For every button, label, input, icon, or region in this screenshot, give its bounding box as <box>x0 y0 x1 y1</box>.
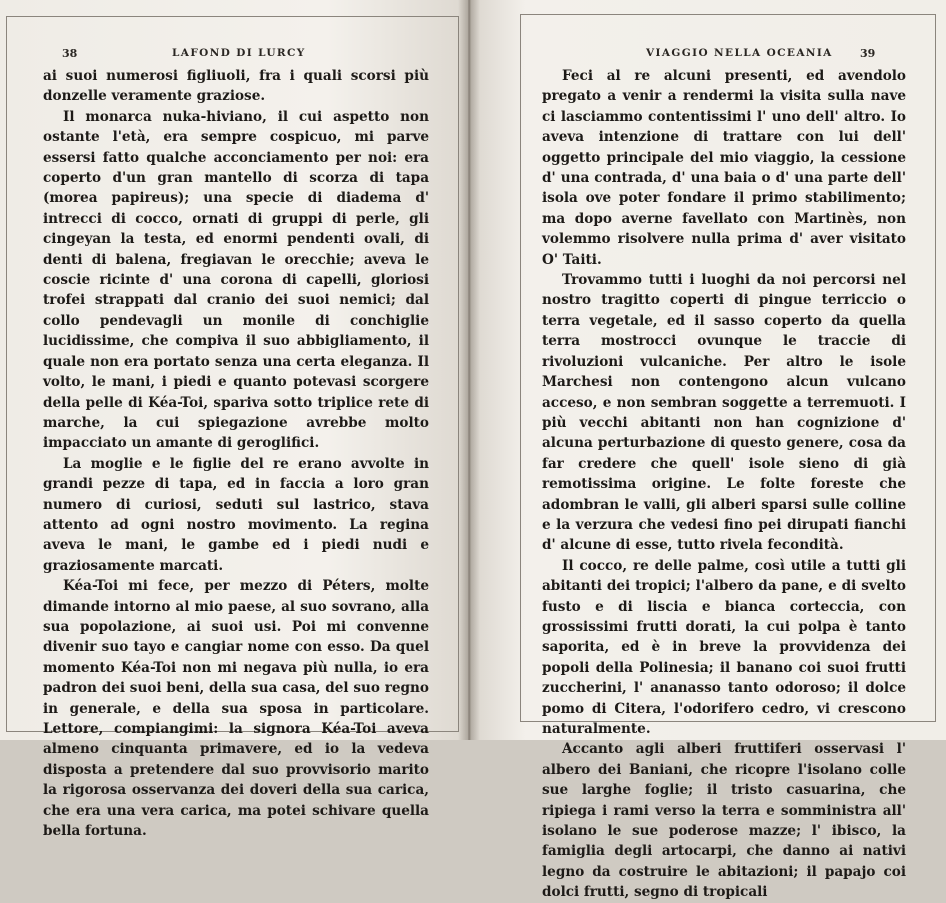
paragraph: Il monarca nuka-hiviano, il cui aspetto non ostante l'età, era sempre cospicuo, mi parve essersi fatto qualche acconciamento per noi: era coperto d'un gran mantello di scorza di tapa (morea papireus); una specie di diadema d' intrecci di cocco, ornati di gruppi di perle, gli cingeyan la testa, ed enormi pendenti ovali, di denti di balena, fregiavan le orecchie; aveva le coscie ricinte d' una corona di capelli, gloriosi trofei strappati dal cranio dei suoi nemici; dal collo pendevagli un monile di conchiglie lucidissime, che compiva il suo abbigliamento, il quale non era portato senza una certa eleganza. Il volto, le mani, i piedi e quanto potevasi scorgere della pelle di Kéa-Toi, spariva sotto triplice rete di marche, la cui spiegazione avrebbe molto impacciato un amante di geroglifici. <box>43 108 429 452</box>
right-page <box>468 0 946 901</box>
left-page-number: 38 <box>62 47 78 60</box>
paragraph: Trovammo tutti i luoghi da noi percorsi nel nostro tragitto coperti di pingue terriccio o terra vegetale, ed il sasso coperto da quella terra mostrocci ovunque le traccie di rivoluzioni vulcaniche. Per altro le isole Marchesi non contengono alcun vulcano acceso, e non sembran soggette a terremuoti. I più vecchi abitanti non han cognizione d' alcuna perturbazione di questo genere, cosa da far credere che quell' isole sieno di già remotissima origine. Le folte foreste che adombran le valli, gli alberi sparsi sulle colline e la verzura che vedesi fino pei dirupati fianchi d' alcune di esse, tutto rivela fecondità. <box>542 272 906 554</box>
book-gutter <box>458 0 480 740</box>
paragraph: Accanto agli alberi fruttiferi osservasi l' albero dei Baniani, che ricopre l'isolano colle sue larghe foglie; il tristo casuarina, che ripiega i rami verso la terra e somministra all' isolano le sue poderose mazze; l' ibisco, la famiglia degli artocarpi, che danno ai nativi legno da costruire le abitazioni; il papajo coi dolci frutti, segno di tropicali <box>542 741 906 901</box>
paragraph: La moglie e le figlie del re erano avvolte in grandi pezze di tapa, ed in faccia a loro gran numero di curiosi, seduti sul lastrico, stava attento ad ogni nostro movimento. La regina aveva le mani, le gambe ed i piedi nudi e graziosamente marcati. <box>43 455 429 574</box>
paragraph: Feci al re alcuni presenti, ed avendolo pregato a venir a rendermi la visita sulla nave ci lasciammo contentissimi l' uno dell' altro. Io aveva intenzione di trattare con lui dell' oggetto principale del mio viaggio, la cessione d' una contrada, d' una baia o d' una parte dell' isola ove poter fondare il primo stabilimento; ma dopo averne favellato con Martinès, non volemmo risolvere nulla prima d' aver visitato O' Taiti. <box>542 68 906 268</box>
left-running-head: LAFOND DI LURCY <box>172 47 306 59</box>
paragraph: Il cocco, re delle palme, così utile a tutti gli abitanti dei tropici; l'albero da pane, e di svelto fusto e di liscia e bianca corteccia, con grossissimi frutti dorati, la cui polpa è tanto saporita, ed è in breve la provvidenza dei popoli della Polinesia; il banano coi suoi frutti zuccherini, l' ananasso tanto odoroso; il dolce pomo di Citera, l'odorifero cedro, vi crescono naturalmente. <box>542 557 906 737</box>
right-running-head: VIAGGIO NELLA OCEANIA <box>646 47 833 59</box>
paragraph: ai suoi numerosi figliuoli, fra i quali scorsi più donzelle veramente graziose. <box>43 68 429 105</box>
right-page-number: 39 <box>860 47 876 60</box>
paragraph: Kéa-Toi mi fece, per mezzo di Péters, molte dimande intorno al mio paese, al suo sovrano, alla sua popolazione, ai suoi usi. Poi mi convenne divenir suo tayo e cangiar nome con esso. Da quel momento Kéa-Toi non mi negava più nulla, io era padron dei suoi beni, della sua casa, del suo regno in generale, e della sua sposa in particolare. Lettore, compiangimi: la signora Kéa-Toi aveva almeno cinquanta primavere, ed io la vedeva disposta a pretendere dal suo provvisorio marito la rigorosa osservanza dei doveri della sua carica, che era una vera carica, ma potei schivare quella bella fortuna. <box>43 578 429 840</box>
left-page-text <box>43 66 429 841</box>
left-page <box>0 0 468 840</box>
right-page-text <box>542 66 906 903</box>
